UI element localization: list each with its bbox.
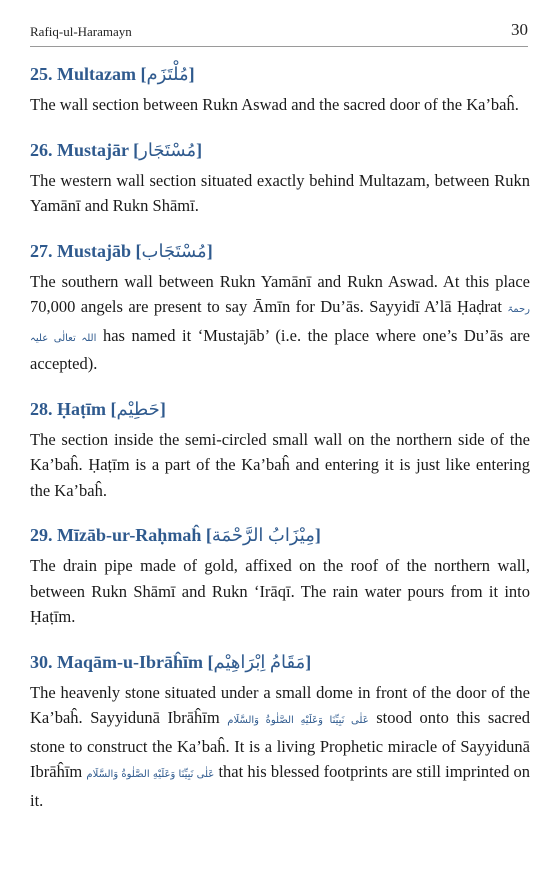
- arabic-term: مُسْتَجَار: [139, 139, 197, 160]
- arabic-term: مُلْتَزَم: [146, 64, 189, 84]
- entry-description: The southern wall between Rukn Yamānī and Rukn Aswad. At this place 70,000 angels are present to say Āmīn for Du’ās. Sayyidī A’lā Ḥaḍrat رحمۃ اللہ تعالٰی علیہ has named it ‘Mustajāb’ (i.e. the place where one’s Du’ās are accepted).: [30, 271, 531, 373]
- entry-heading: 30. Maqām-u-Ibrāĥīm [مَقَامُ اِبْرَاهِيْم]: [30, 651, 312, 672]
- entry-heading: 29. Mīzāb-ur-Raḥmaĥ [مِيْزَابُ الرَّحْمَة]: [30, 525, 321, 545]
- page-content: [30, 62, 530, 833]
- entry-description: The western wall section situated exactly behind Multazam, between Rukn Yamānī and Rukn Shāmī.: [30, 170, 530, 215]
- entry-heading: 27. Mustajāb [مُسْتَجَاب]: [30, 240, 213, 261]
- entry-description: The drain pipe made of gold, affixed on the roof of the northern wall, between Rukn Shāmī and Rukn ‘Irāqī. The rain water pours from it into Ḥaṭīm.: [30, 556, 530, 626]
- entry-multazam: [30, 62, 530, 118]
- entry-mizab-ur-rahmah: [30, 523, 530, 630]
- honorific-text: عَلٰی نَبِیِّنَا وَعَلَیْهِ الصَّلٰوةُ وَالسَّلَام: [227, 715, 369, 726]
- entry-heading: 28. Ḥaṭīm [حَطِيْم]: [30, 398, 166, 419]
- page-header: [30, 18, 528, 47]
- arabic-term: حَطِيْم: [116, 398, 160, 419]
- entry-mustajab: [30, 239, 530, 377]
- entry-mustajar: [30, 138, 530, 219]
- arabic-term: مَقَامُ اِبْرَاهِيْم: [213, 651, 306, 672]
- book-title: Rafiq-ul-Haramayn: [30, 24, 132, 39]
- arabic-term: مُسْتَجَاب: [141, 240, 207, 261]
- honorific-text: رحمۃ اللہ تعالٰی علیہ: [30, 304, 531, 344]
- entry-description: The section inside the semi-circled small wall on the northern side of the Ka’baĥ. Ḥaṭīm is a part of the Ka’baĥ and entering it is just like entering the Ka’baĥ.: [30, 429, 530, 500]
- entry-maqam-u-ibrahim: [30, 650, 530, 814]
- entry-heading: 26. Mustajār [مُسْتَجَار]: [30, 139, 203, 160]
- entry-description: The heavenly stone situated under a small dome in front of the door of the Ka’baĥ. Sayyidunā Ibrāĥīm عَلٰی نَبِیِّنَا وَعَلَیْهِ الصَّلٰوةُ وَالسَّلَام stood onto this sacred stone to construct the Ka’baĥ. It is a living Prophetic miracle of Sayyidunā Ibrāĥīm عَلٰی نَبِیِّنَا وَعَلَیْهِ الصَّلٰوةُ وَالسَّلَام that his blessed footprints are still imprinted on it.: [30, 682, 531, 810]
- entry-heading: 25. Multazam [مُلْتَزَم]: [30, 64, 195, 84]
- page-number: 30: [511, 20, 528, 39]
- honorific-text: عَلٰی نَبِیِّنَا وَعَلَیْهِ الصَّلٰوةُ وَالسَّلَام: [86, 769, 215, 780]
- arabic-term: مِيْزَابُ الرَّحْمَة: [211, 525, 315, 545]
- entry-description: The wall section between Rukn Aswad and the sacred door of the Ka’baĥ.: [30, 95, 519, 114]
- entry-hatim: [30, 397, 530, 504]
